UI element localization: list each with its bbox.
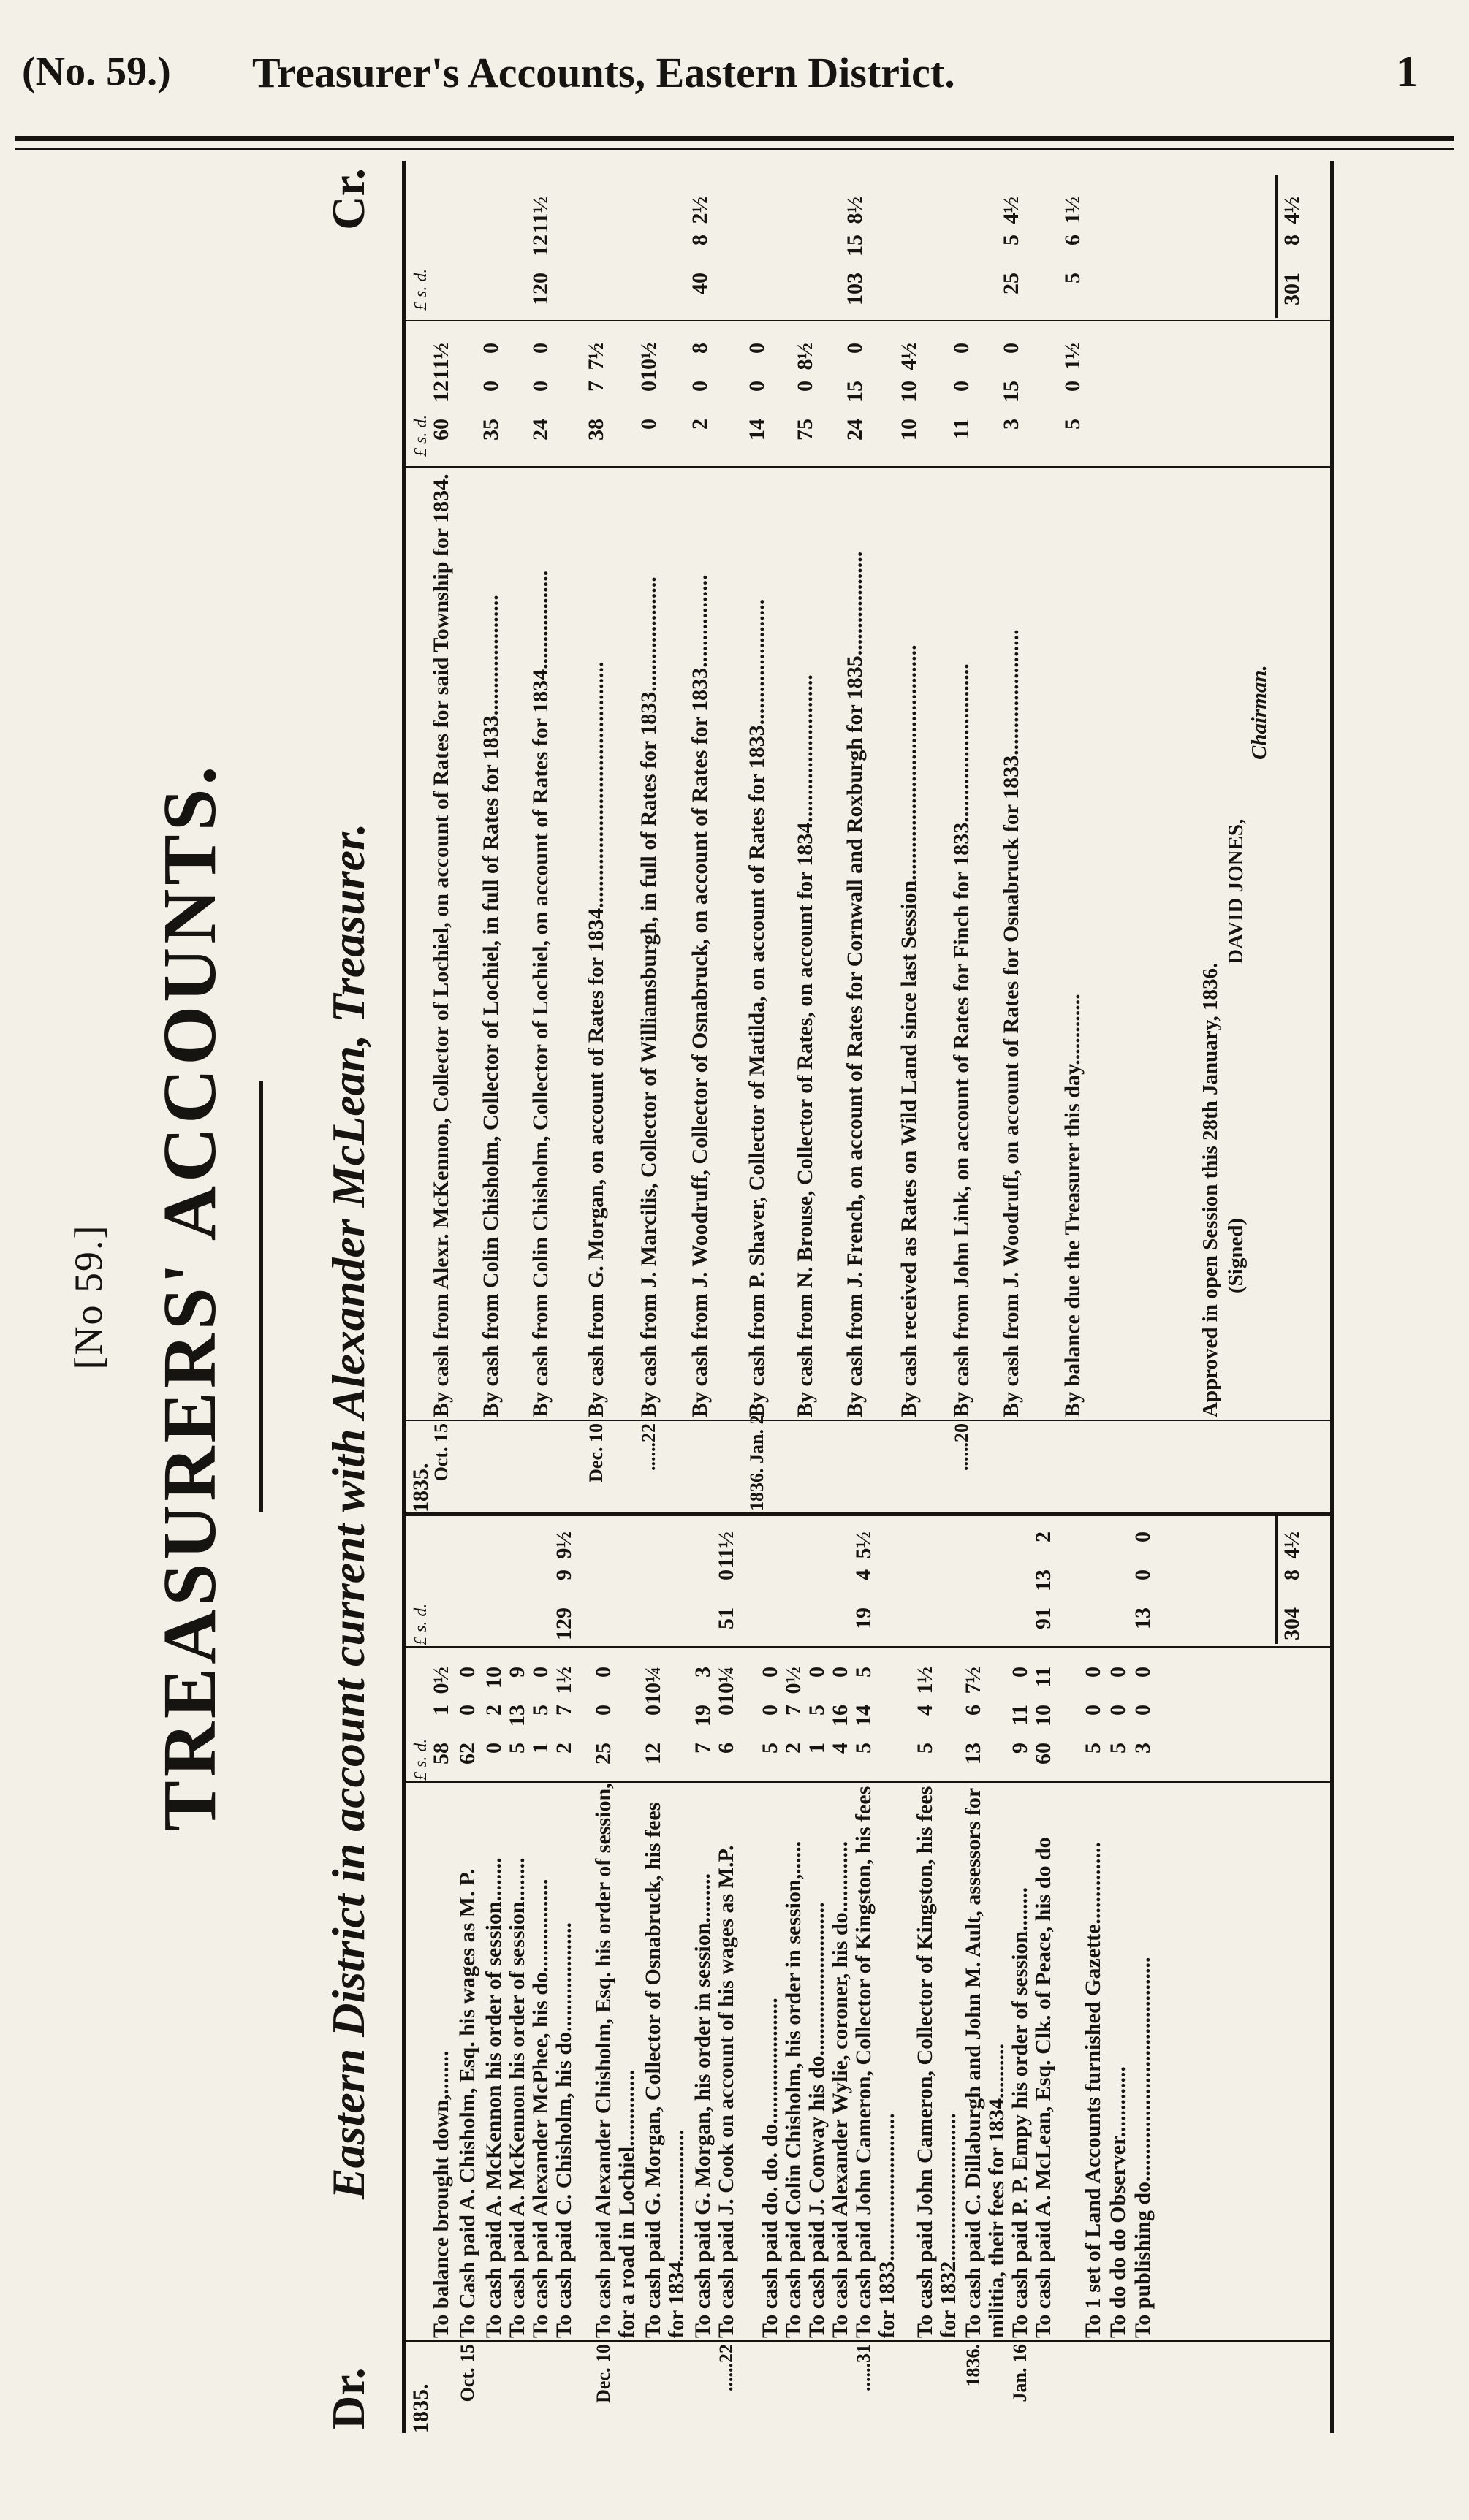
total-pence: 4½ [1280, 197, 1304, 224]
amount-pounds: 0 [482, 1743, 506, 1754]
entry-description: By cash from Colin Chisholm, Collector of Lochiel, in full of Rates for 1833...................... [479, 595, 503, 1417]
amount-pounds: 4 [828, 1743, 852, 1754]
entry-amount [805, 1656, 829, 1781]
signed-label: (Signed) [1224, 1217, 1248, 1293]
amount-pounds: 60 [429, 419, 453, 441]
entry-subtotal [852, 1521, 876, 1645]
amount-shillings: 13 [1031, 1569, 1055, 1591]
entry-subtotal [479, 186, 503, 311]
amount-shillings: 14 [851, 1705, 876, 1727]
amount-shillings: 12 [429, 381, 453, 403]
entry-amount [1131, 1656, 1155, 1781]
credit-lsd-head: £ s. d. [411, 414, 430, 457]
entry-amount [506, 1656, 529, 1781]
entry-description: To cash paid G. Morgan, Collector of Osnabruck, his fees for 1834........................ [641, 1802, 688, 2338]
entry-subtotal [805, 1521, 829, 1645]
amount-pounds: 91 [1031, 1607, 1055, 1629]
amount-shillings: 0 [1060, 381, 1085, 392]
entry-description: By balance due the Treasurer this day............. [1060, 994, 1085, 1417]
amount-pounds: 6 [714, 1743, 738, 1754]
amount-pounds: 5 [851, 1743, 876, 1754]
entry-description: By cash received as Rates on Wild Land since last Session........................................... [897, 644, 921, 1417]
amount-shillings: 1 [429, 1705, 453, 1716]
entry-subtotal [430, 1521, 453, 1645]
entry-date: 1836. [963, 2344, 984, 2387]
amount-shillings: 15 [999, 381, 1023, 403]
amount-pence: 10 [482, 1667, 506, 1689]
amount-shillings: 15 [843, 381, 867, 403]
entry-amount [456, 1656, 479, 1781]
amount-pounds: 38 [584, 419, 608, 441]
amount-pounds: 5 [913, 1743, 937, 1754]
amount-shillings: 11 [1008, 1705, 1032, 1726]
debit-total-rule [1275, 1516, 1278, 1644]
entry-amount [745, 332, 769, 457]
amount-pence: 0 [479, 343, 503, 354]
debit-lsd-head-2: £ s. d. [411, 1603, 430, 1645]
entry-description: To cash paid Alexander Chisholm, Esq. his order of session, for a road in Lochiel.............. [591, 1783, 639, 2338]
amount-pence: 3 [691, 1667, 715, 1678]
entry-amount [691, 1656, 715, 1781]
entry-description: By cash from J. Marcilis, Collector of Williamsburgh, in full of Rates for 1833..................... [637, 576, 661, 1417]
amount-pence: 10½ [637, 342, 661, 381]
header-rule-thin [15, 148, 1454, 150]
entry-description: To Cash paid A. Chisholm, Esq. his wages as M. P. [455, 1868, 479, 2338]
entry-subtotal [529, 186, 553, 311]
page-number: 1 [1396, 47, 1418, 96]
entry-subtotal [914, 1521, 937, 1645]
credit-total-rule [1275, 175, 1278, 318]
entry-description: To cash paid A. McLean, Esq. Clk. of Peace, his do do [1031, 1837, 1055, 2338]
signer-name: DAVID JONES, [1224, 818, 1248, 964]
credit-label: Cr. [322, 168, 374, 230]
entry-subtotal [1009, 1521, 1032, 1645]
amount-pence: 1½ [1060, 197, 1085, 224]
entry-subtotal [585, 186, 608, 311]
entry-description: By cash from J. Woodruff, Collector of Osnabruck, on account of Rates for 1833................. [688, 574, 712, 1417]
entry-date: Oct. 15 [457, 2344, 478, 2402]
debit-year-head: 1835. [409, 2383, 433, 2433]
entry-subtotal [1061, 186, 1085, 311]
amount-pounds: 129 [552, 1607, 576, 1640]
entry-description: To cash paid John Cameron, Collector of Kingston, his fees for 1833........................... [851, 1786, 899, 2338]
amount-pence: 2 [1031, 1531, 1055, 1542]
amount-shillings: 0 [714, 1569, 738, 1580]
debit-total [1280, 1521, 1304, 1645]
entry-amount [1061, 332, 1085, 457]
amount-pounds: 3 [1131, 1743, 1155, 1754]
amount-pence: 9½ [552, 1531, 576, 1559]
amount-shillings: 19 [691, 1705, 715, 1727]
entry-date: 1836. Jan. 2 [746, 1415, 767, 1511]
signer-title: Chairman. [1248, 665, 1271, 760]
entry-description: To cash paid Colin Chisholm, his order in session,...... [781, 1840, 805, 2338]
entry-subtotal [745, 186, 769, 311]
amount-pounds: 12 [641, 1743, 665, 1765]
entry-subtotal [456, 1521, 479, 1645]
amount-pounds: 5 [1060, 419, 1085, 430]
amount-shillings: 9 [552, 1569, 576, 1580]
entry-description: By cash from J. Woodruff, on account of Rates for Osnabruck for 1833....................... [999, 629, 1023, 1417]
amount-pence: 8 [688, 343, 712, 354]
amount-pence: 7½ [961, 1667, 985, 1694]
amount-pence: 0 [843, 343, 867, 354]
entry-description: By cash from Colin Chisholm, Collector of Lochiel, on account of Rates for 1834.................. [528, 570, 553, 1417]
amount-shillings: 6 [961, 1705, 985, 1716]
amount-pounds: 25 [999, 273, 1023, 294]
amount-shillings: 0 [793, 381, 817, 392]
entry-description: To do do do Observer............. [1106, 2066, 1130, 2338]
amount-pence: 10¼ [641, 1666, 665, 1705]
amount-shillings: 0 [528, 381, 553, 392]
entry-description: To balance brought down,........ [429, 2050, 453, 2338]
amount-pence: 0 [805, 1667, 829, 1678]
credit-side [409, 161, 1330, 1512]
debit-side [409, 1516, 1330, 2433]
table-top-rule [402, 161, 406, 2433]
amount-pence: 0 [591, 1667, 615, 1678]
entry-amount [1009, 1656, 1032, 1781]
amount-pounds: 5 [1106, 1743, 1130, 1754]
entry-description: To publishing do......................................... [1131, 1957, 1155, 2338]
amount-pounds: 58 [429, 1743, 453, 1765]
amount-pounds: 2 [688, 419, 712, 430]
entry-description: To cash paid C. Chisholm, his do.................... [552, 1922, 576, 2338]
amount-pounds: 51 [714, 1607, 738, 1629]
entry-subtotal [897, 186, 921, 311]
amount-pounds: 75 [793, 419, 817, 441]
amount-shillings: 12 [528, 235, 553, 256]
entry-amount [1082, 1656, 1105, 1781]
amount-pence: 0 [1131, 1667, 1155, 1678]
entry-amount [637, 332, 661, 457]
entry-description: By cash from John Link, on account of Rates for Finch for 1833............................. [949, 663, 973, 1417]
amount-pounds: 24 [528, 419, 553, 441]
amount-pounds: 62 [455, 1743, 479, 1765]
amount-pence: 5 [851, 1667, 876, 1678]
rotated-account-sheet [58, 153, 1381, 2440]
amount-shillings: 4 [913, 1705, 937, 1716]
amount-pounds: 5 [758, 1743, 782, 1754]
entry-amount [1107, 1656, 1130, 1781]
amount-shillings: 15 [843, 235, 867, 256]
amount-pounds: 0 [637, 419, 661, 430]
amount-pence: 5½ [851, 1531, 876, 1559]
amount-pounds: 5 [1081, 1743, 1105, 1754]
amount-pence: 4½ [999, 197, 1023, 224]
amount-pounds: 9 [1008, 1743, 1032, 1754]
entry-amount [962, 1656, 985, 1781]
amount-shillings: 13 [505, 1705, 529, 1727]
total-pounds: 301 [1280, 273, 1304, 305]
title-rule [259, 1081, 263, 1512]
amount-pounds: 120 [528, 273, 553, 305]
entry-amount [794, 332, 817, 457]
entry-subtotal [637, 186, 661, 311]
amount-pence: 0 [999, 343, 1023, 354]
entry-date: ......22 [715, 2344, 737, 2391]
account-subtitle: Eastern District in account current with Alexander McLean, Treasurer. [322, 823, 374, 2199]
entry-description: To cash paid P. P. Empy his order of session........ [1008, 1887, 1032, 2338]
entry-subtotal [642, 1521, 665, 1645]
entry-amount [553, 1656, 576, 1781]
document-number: [No 59.] [67, 1224, 110, 1370]
credit-year-head: 1835. [409, 1463, 433, 1512]
amount-pence: 0 [1008, 1667, 1032, 1678]
entry-subtotal [829, 1521, 852, 1645]
amount-pounds: 40 [688, 273, 712, 294]
amount-shillings: 6 [1060, 235, 1085, 245]
entry-amount [585, 332, 608, 457]
total-pounds: 304 [1280, 1607, 1304, 1640]
amount-shillings: 0 [688, 381, 712, 392]
entry-subtotal [759, 1521, 782, 1645]
entry-amount [715, 1656, 738, 1781]
entry-amount [482, 1656, 506, 1781]
entry-subtotal [529, 1521, 553, 1645]
amount-shillings: 0 [949, 381, 973, 392]
entry-subtotal [962, 1521, 985, 1645]
entry-subtotal [430, 186, 453, 311]
amount-shillings: 10 [897, 381, 921, 403]
amount-pounds: 1 [805, 1743, 829, 1754]
entry-description: By cash from Alexr. McKennon, Collector of Lochiel, on account of Rates for said Township for 1834. [429, 473, 453, 1417]
entry-amount [592, 1656, 615, 1781]
amount-pence: 2½ [688, 197, 712, 224]
entry-description: To cash paid do. do. do....................... [758, 1998, 782, 2338]
amount-pence: 11½ [714, 1531, 738, 1569]
document-title: TREASURERS' ACCOUNTS. [148, 762, 232, 1832]
entry-amount [1032, 1656, 1055, 1781]
amount-pence: 1½ [552, 1667, 576, 1694]
entry-subtotal [592, 1521, 615, 1645]
entry-amount [914, 1656, 937, 1781]
entry-amount [1000, 332, 1023, 457]
debit-label: Dr. [322, 2367, 374, 2429]
amount-shillings: 2 [482, 1705, 506, 1716]
amount-shillings: 0 [641, 1705, 665, 1716]
entry-subtotal [482, 1521, 506, 1645]
entry-amount [430, 1656, 453, 1781]
entry-date: ......31 [853, 2344, 874, 2391]
amount-shillings: 0 [637, 381, 661, 392]
entry-description: To cash paid Alexander Wylie, coroner, his do............. [828, 1840, 852, 2338]
entry-amount [852, 1656, 876, 1781]
amount-shillings: 10 [1031, 1705, 1055, 1727]
entry-amount [479, 332, 503, 457]
entry-subtotal [715, 1521, 738, 1645]
entry-description: To cash paid J. Cook on account of his wages as M.P. [714, 1845, 738, 2338]
page-header-number: (No. 59.) [22, 49, 171, 94]
amount-pounds: 5 [1060, 273, 1085, 283]
amount-pence: 11½ [528, 197, 553, 234]
amount-pence: 0½ [429, 1667, 453, 1694]
entry-description: To cash paid A. McKennon his order of session........ [505, 1857, 529, 2338]
amount-pounds: 35 [479, 419, 503, 441]
entry-description: To cash paid A. McKennon his order of session........ [482, 1857, 506, 2338]
entry-amount [529, 332, 553, 457]
amount-pence: 11 [1031, 1667, 1055, 1688]
amount-shillings: 5 [805, 1705, 829, 1716]
amount-pounds: 60 [1031, 1743, 1055, 1765]
amount-shillings: 0 [1106, 1705, 1130, 1716]
amount-shillings: 0 [758, 1705, 782, 1716]
entry-amount [897, 332, 921, 457]
entry-amount [950, 332, 973, 457]
amount-pence: 0 [745, 343, 769, 354]
amount-pounds: 11 [949, 419, 973, 440]
amount-pence: 8½ [843, 197, 867, 224]
amount-shillings: 16 [828, 1705, 852, 1727]
entry-date: Dec. 10 [585, 1423, 607, 1482]
amount-shillings: 0 [455, 1705, 479, 1716]
entry-description: To cash paid C. Dillaburgh and John M. Ault, assessors for militia, their fees for 1834.......... [961, 1788, 1009, 2338]
amount-pounds: 7 [691, 1743, 715, 1754]
header-rule [15, 136, 1454, 141]
amount-shillings: 8 [688, 235, 712, 245]
entry-subtotal [688, 186, 712, 311]
entry-subtotal [1107, 1521, 1130, 1645]
entry-date: Dec. 10 [593, 2344, 614, 2403]
page-header-title: Treasurer's Accounts, Eastern District. [252, 49, 955, 96]
entry-subtotal [1082, 1521, 1105, 1645]
amount-shillings: 0 [479, 381, 503, 392]
amount-pence: 0 [455, 1667, 479, 1678]
amount-pence: 0 [1106, 1667, 1130, 1678]
amount-shillings: 5 [999, 235, 1023, 245]
amount-shillings: 0 [714, 1705, 738, 1716]
entry-subtotal [1032, 1521, 1055, 1645]
amount-pounds: 103 [843, 273, 867, 305]
entry-subtotal [794, 186, 817, 311]
amount-shillings: 0 [1081, 1705, 1105, 1716]
entry-description: By cash from G. Morgan, on account of Rates for 1834............................................. [584, 661, 608, 1417]
amount-pence: 10¼ [714, 1666, 738, 1705]
entry-description: By cash from J. French, on account of Rates for Cornwall and Roxburgh for 1835................... [843, 551, 867, 1417]
approval-text: Approved in open Session this 28th January, 1836. [1199, 962, 1222, 1417]
entry-amount [759, 1656, 782, 1781]
page-header [0, 4, 1469, 114]
entry-subtotal [843, 186, 867, 311]
amount-pence: 0 [528, 343, 553, 354]
entry-date: Oct. 15 [430, 1423, 452, 1482]
amount-pounds: 14 [745, 419, 769, 441]
entry-description: To cash paid Alexander McPhee, his do................. [528, 1878, 553, 2338]
amount-pence: 9 [505, 1667, 529, 1678]
amount-pence: 0 [528, 1667, 553, 1678]
amount-pence: 7½ [584, 343, 608, 370]
amount-pounds: 1 [528, 1743, 553, 1754]
amount-pounds: 19 [851, 1607, 876, 1629]
entry-description: To cash paid John Cameron, Collector of Kingston, his fees for 1832........................... [913, 1786, 960, 2338]
amount-shillings: 7 [584, 381, 608, 392]
approval-line [1199, 66, 1222, 1417]
total-pence: 4½ [1280, 1531, 1304, 1559]
amount-pence: 0 [1081, 1667, 1105, 1678]
amount-pence: 0 [1131, 1531, 1155, 1542]
entry-subtotal [553, 1521, 576, 1645]
amount-pounds: 3 [999, 419, 1023, 430]
amount-pounds: 2 [781, 1743, 805, 1754]
entry-date: ......20 [951, 1423, 972, 1471]
debit-lsd-head: £ s. d. [411, 1738, 430, 1781]
entry-amount [430, 332, 453, 457]
amount-pence: 0½ [781, 1667, 805, 1694]
amount-shillings: 0 [591, 1705, 615, 1716]
amount-shillings: 0 [745, 381, 769, 392]
amount-shillings: 7 [552, 1705, 576, 1716]
amount-pounds: 13 [1131, 1607, 1155, 1629]
amount-pence: 4½ [897, 343, 921, 370]
amount-shillings: 7 [781, 1705, 805, 1716]
entry-subtotal [1000, 186, 1023, 311]
amount-pence: 0 [758, 1667, 782, 1678]
amount-pence: 8½ [793, 343, 817, 370]
entry-date: ......22 [638, 1423, 659, 1471]
amount-pence: 1½ [913, 1667, 937, 1694]
amount-pounds: 2 [552, 1743, 576, 1754]
amount-pounds: 25 [591, 1743, 615, 1765]
entry-subtotal [691, 1521, 715, 1645]
entry-date: Jan. 16 [1009, 2344, 1030, 2402]
entry-subtotal [506, 1521, 529, 1645]
credit-total [1280, 186, 1304, 311]
entry-amount [529, 1656, 553, 1781]
amount-shillings: 4 [851, 1569, 876, 1580]
entry-amount [843, 332, 867, 457]
entry-subtotal [1131, 1521, 1155, 1645]
amount-shillings: 0 [1131, 1705, 1155, 1716]
entry-subtotal [782, 1521, 805, 1645]
entry-description: To cash paid G. Morgan, his order in session......... [691, 1873, 715, 2338]
total-shillings: 8 [1280, 235, 1304, 245]
entry-description: By cash from N. Brouse, Collector of Rates, on account for 1834........................... [793, 674, 817, 1417]
amount-pence: 0 [949, 343, 973, 354]
amount-shillings: 0 [1131, 1569, 1155, 1580]
amount-pounds: 5 [505, 1743, 529, 1754]
entry-description: By cash from P. Shaver, Collector of Matilda, on account of Rates for 1833....................... [745, 598, 769, 1417]
entry-description: To 1 set of Land Accounts furnished Gazette............... [1081, 1842, 1105, 2338]
entry-amount [642, 1656, 665, 1781]
entry-amount [782, 1656, 805, 1781]
amount-shillings: 5 [528, 1705, 553, 1716]
amount-pence: 0 [828, 1667, 852, 1678]
entry-subtotal [950, 186, 973, 311]
credit-lsd-head-2: £ s. d. [411, 268, 430, 311]
total-shillings: 8 [1280, 1569, 1304, 1580]
amount-pence: 1½ [1060, 343, 1085, 370]
amount-pounds: 24 [843, 419, 867, 441]
amount-pounds: 10 [897, 419, 921, 441]
entry-amount [829, 1656, 852, 1781]
amount-pounds: 13 [961, 1743, 985, 1765]
entry-amount [688, 332, 712, 457]
entry-description: To cash paid J. Conway his do............................ [805, 1902, 829, 2338]
amount-pence: 11½ [429, 343, 453, 380]
table-bottom-rule [1330, 161, 1334, 2433]
